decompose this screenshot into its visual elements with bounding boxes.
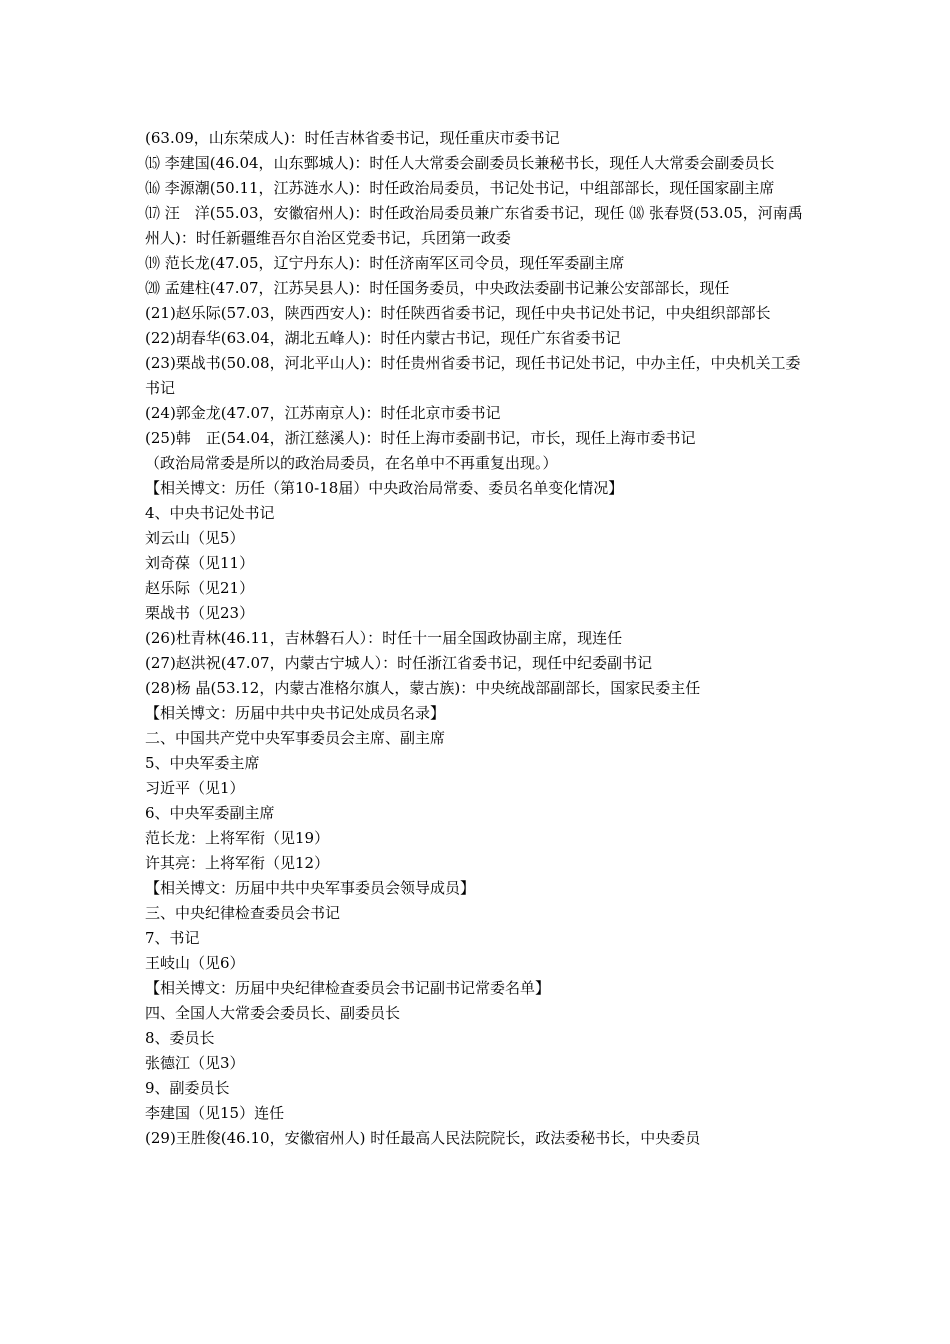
text-line: ⒄ 汪 洋(55.03，安徽宿州人)：时任政治局委员兼广东省委书记，现任 ⒅ 张春贤(53.05，河南禹州人)：时任新疆维吾尔自治区党委书记，兵团第一政委: [145, 204, 803, 247]
related-post-link: 【相关博文：历届中央纪律检查委员会书记副书记常委名单】: [145, 979, 551, 997]
text-line: （政治局常委是所以的政治局委员，在名单中不再重复出现。）: [145, 454, 558, 472]
section-heading: 7、书记: [145, 929, 200, 947]
text-line: 刘云山（见5）: [145, 529, 245, 547]
section-heading: 8、委员长: [145, 1029, 215, 1047]
text-line: ⒃ 李源潮(50.11，江苏涟水人)：时任政治局委员，书记处书记，中组部部长，现任国家副主席: [145, 179, 775, 197]
text-line: 王岐山（见6）: [145, 954, 245, 972]
related-post-link: 【相关博文：历任（第10-18届）中央政治局常委、委员名单变化情况】: [145, 479, 624, 497]
text-line: 赵乐际（见21）: [145, 579, 255, 597]
section-heading: 5、中央军委主席: [145, 754, 260, 772]
section-heading: 三、中央纪律检查委员会书记: [145, 904, 341, 922]
text-line: (23)栗战书(50.08，河北平山人)：时任贵州省委书记，现任书记处书记，中办主任，中央机关工委书记: [145, 354, 801, 397]
related-post-link: 【相关博文：历届中共中央书记处成员名录】: [145, 704, 446, 722]
document-body: [145, 126, 813, 1151]
text-line: (25)韩 正(54.04，浙江慈溪人)：时任上海市委副书记，市长，现任上海市委书记: [145, 429, 696, 447]
text-line: 刘奇葆（见11）: [145, 554, 255, 572]
section-heading: 9、副委员长: [145, 1079, 230, 1097]
text-line: (27)赵洪祝(47.07，内蒙古宁城人）：时任浙江省委书记，现任中纪委副书记: [145, 654, 653, 672]
text-line: ⒂ 李建国(46.04，山东鄄城人)：时任人大常委会副委员长兼秘书长，现任人大常委会副委员长: [145, 154, 775, 172]
text-line: 栗战书（见23）: [145, 604, 255, 622]
text-line: 张德江（见3）: [145, 1054, 245, 1072]
text-line: (21)赵乐际(57.03，陕西西安人)：时任陕西省委书记，现任中央书记处书记，中央组织部部长: [145, 304, 771, 322]
text-line: (63.09，山东荣成人)：时任吉林省委书记，现任重庆市委书记: [145, 129, 560, 147]
section-heading: 6、中央军委副主席: [145, 804, 275, 822]
text-line: ⒆ 范长龙(47.05，辽宁丹东人)：时任济南军区司令员，现任军委副主席: [145, 254, 625, 272]
text-line: 李建国（见15）连任: [145, 1104, 285, 1122]
text-line: (29)王胜俊(46.10，安徽宿州人) 时任最高人民法院院长，政法委秘书长，中央委员: [145, 1129, 701, 1147]
text-line: (28)杨 晶(53.12，内蒙古准格尔旗人，蒙古族)：中央统战部副部长，国家民委主任: [145, 679, 701, 697]
text-line: (26)杜青林(46.11，吉林磐石人）：时任十一届全国政协副主席，现连任: [145, 629, 623, 647]
related-post-link: 【相关博文：历届中共中央军事委员会领导成员】: [145, 879, 476, 897]
section-heading: 四、全国人大常委会委员长、副委员长: [145, 1004, 401, 1022]
text-line: (24)郭金龙(47.07，江苏南京人)：时任北京市委书记: [145, 404, 501, 422]
section-heading: 4、中央书记处书记: [145, 504, 275, 522]
section-heading: 二、中国共产党中央军事委员会主席、副主席: [145, 729, 446, 747]
text-line: (22)胡春华(63.04，湖北五峰人)：时任内蒙古书记，现任广东省委书记: [145, 329, 621, 347]
text-line: 范长龙：上将军衔（见19）: [145, 829, 330, 847]
text-line: ⒇ 孟建柱(47.07，江苏吴县人)：时任国务委员，中央政法委副书记兼公安部部长，现任: [145, 279, 730, 297]
text-line: 习近平（见1）: [145, 779, 245, 797]
text-line: 许其亮：上将军衔（见12）: [145, 854, 330, 872]
